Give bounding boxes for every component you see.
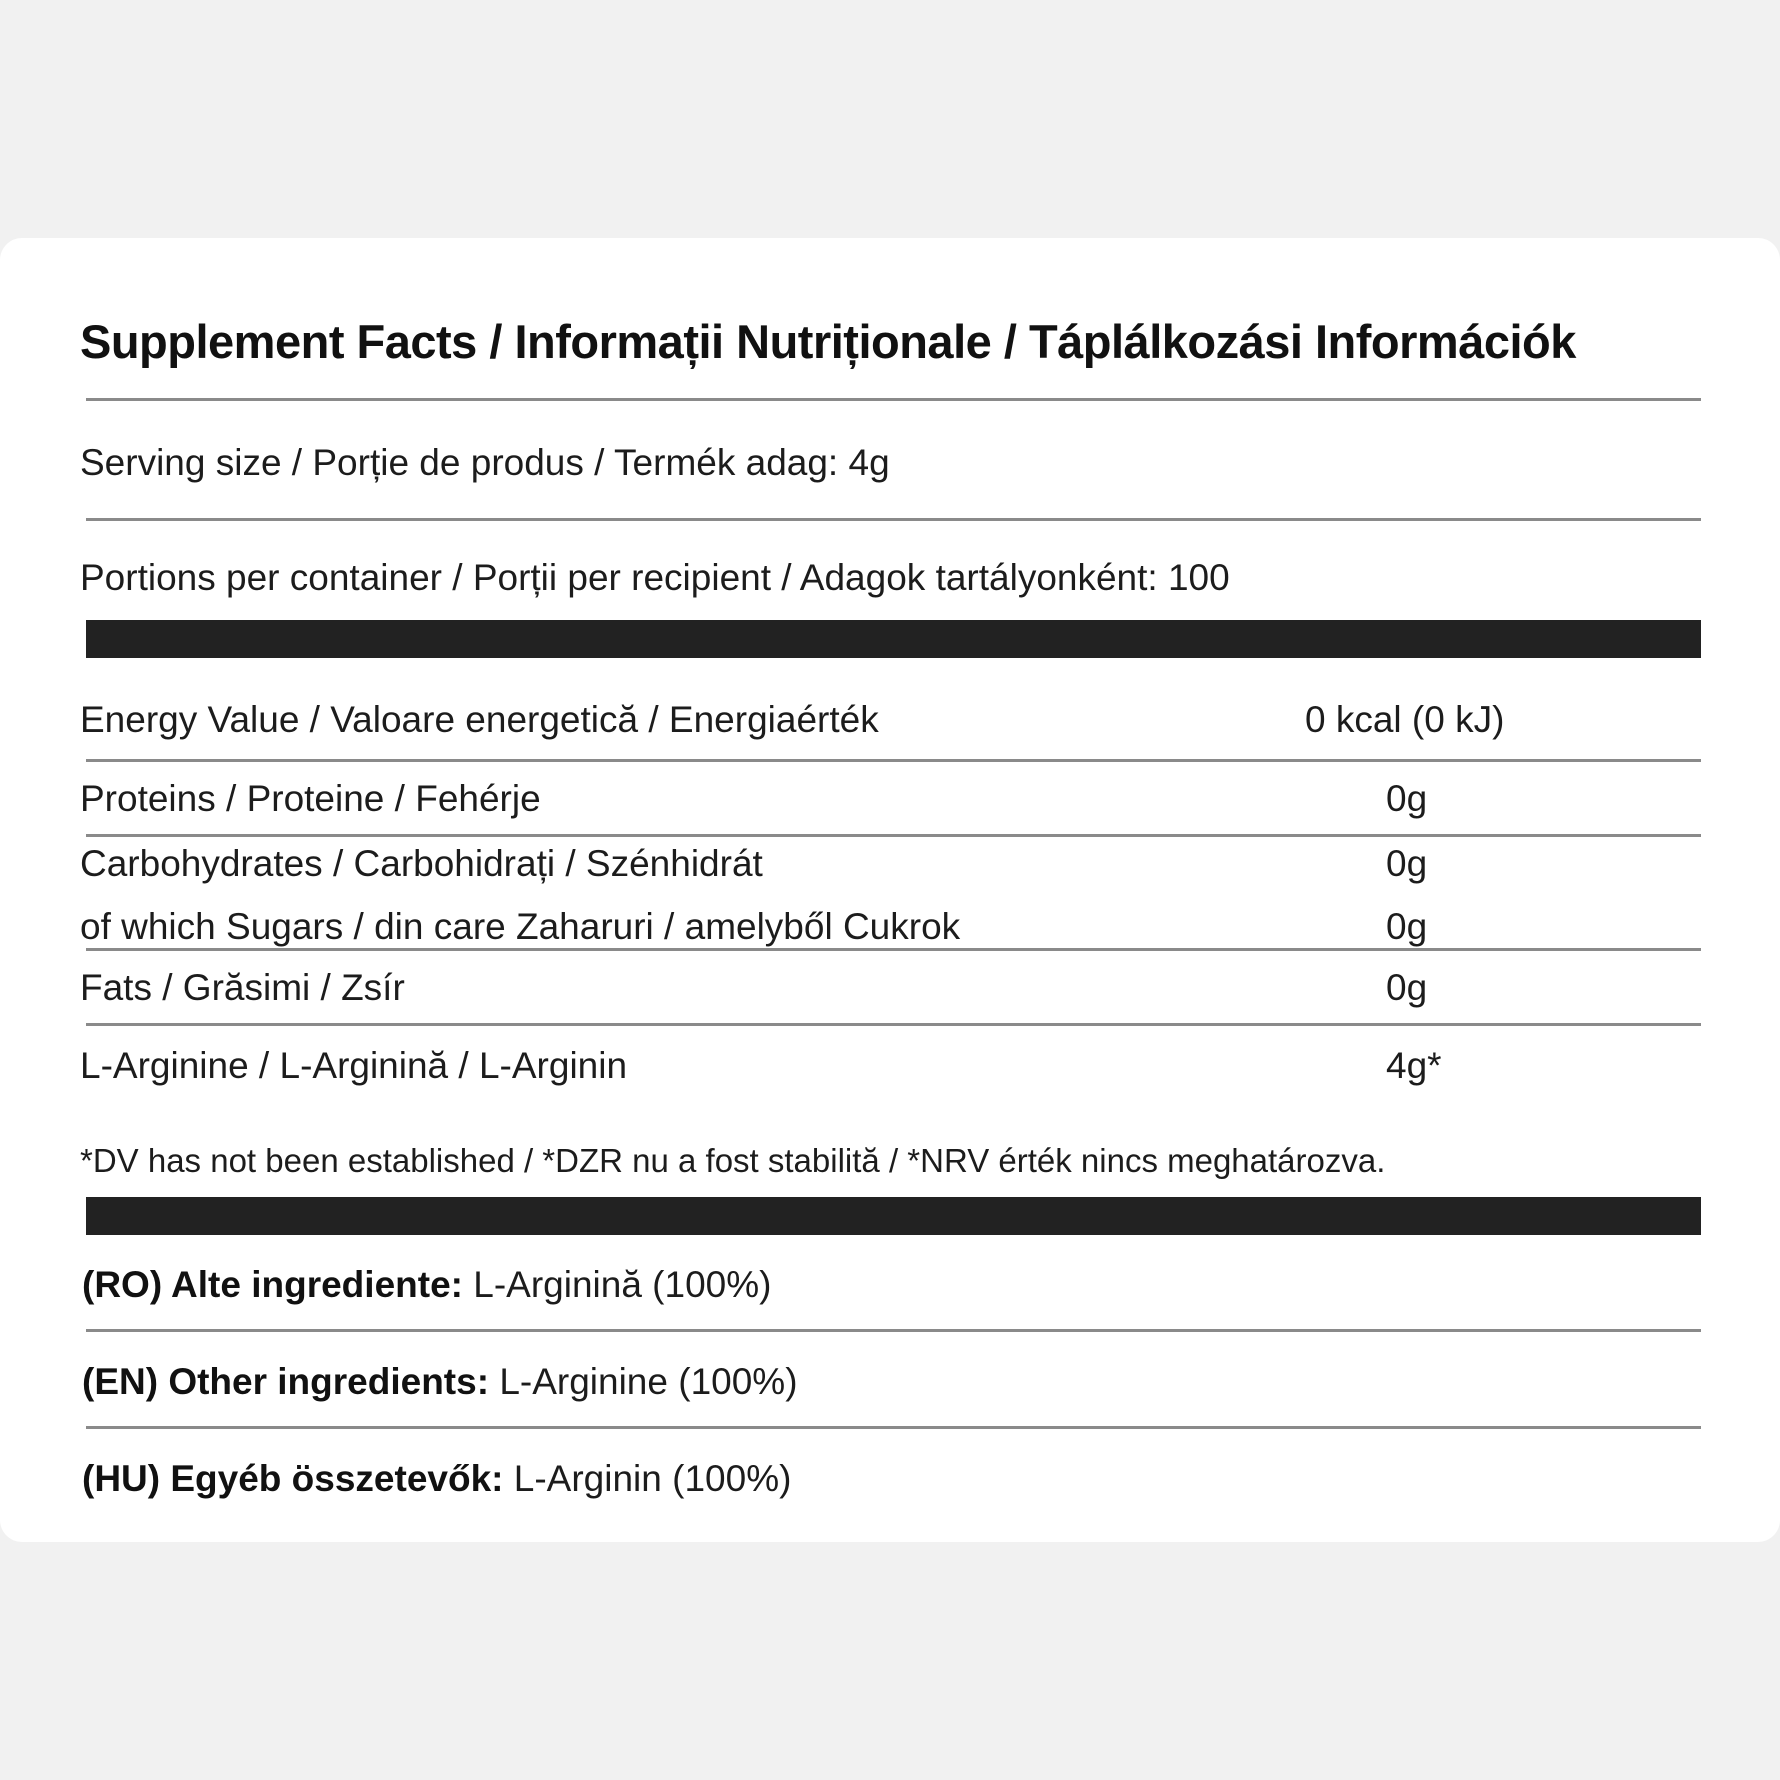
nutrient-value-fats: 0g (1386, 967, 1428, 1008)
nutrient-label-energy: Energy Value / Valoare energetică / Energiaérték (80, 699, 879, 740)
daily-value-footnote: *DV has not been established / *DZR nu a fost stabilită / *NRV érték nincs meghatározva. (80, 1142, 1386, 1179)
nutrient-value-energy: 0 kcal (0 kJ) (1305, 699, 1505, 740)
ingredients-hu-label: (HU) Egyéb összetevők: (82, 1458, 504, 1499)
ingredients-en-text: L-Arginine (100%) (499, 1361, 798, 1402)
nutrient-value-l-arginine: 4g* (1386, 1045, 1442, 1086)
supplement-facts-title: Supplement Facts / Informații Nutriționale / Táplálkozási Információk (80, 315, 1576, 368)
nutrient-label-fats: Fats / Grăsimi / Zsír (80, 967, 405, 1008)
ingredients-hu (82, 1460, 791, 1497)
nutrient-label-l-arginine: L-Arginine / L-Arginină / L-Arginin (80, 1045, 628, 1086)
portions-per-container: Portions per container / Porții per recipient / Adagok tartályonként: 100 (80, 557, 1230, 598)
nutrient-label-sugars: of which Sugars / din care Zaharuri / amelyből Cukrok (80, 906, 961, 947)
ingredients-en (82, 1363, 798, 1400)
nutrient-value-proteins: 0g (1386, 778, 1428, 819)
ingredients-ro (82, 1266, 771, 1303)
thick-divider (86, 1197, 1701, 1235)
divider (86, 518, 1701, 521)
divider (86, 948, 1701, 951)
divider (86, 834, 1701, 837)
nutrient-label-carbohydrates: Carbohydrates / Carbohidrați / Szénhidrát (80, 843, 763, 884)
serving-size: Serving size / Porție de produs / Termék adag: 4g (80, 442, 890, 483)
divider (86, 759, 1701, 762)
ingredients-hu-text: L-Arginin (100%) (513, 1458, 792, 1499)
nutrient-label-proteins: Proteins / Proteine / Fehérje (80, 778, 541, 819)
nutrient-value-sugars: 0g (1386, 906, 1428, 947)
thick-divider (86, 620, 1701, 658)
divider (86, 1329, 1701, 1332)
ingredients-ro-label: (RO) Alte ingrediente: (82, 1264, 463, 1305)
divider (86, 1426, 1701, 1429)
supplement-facts-card (0, 238, 1780, 1542)
nutrient-value-carbohydrates: 0g (1386, 843, 1428, 884)
divider (86, 1023, 1701, 1026)
ingredients-ro-text: L-Arginină (100%) (473, 1264, 772, 1305)
divider (86, 398, 1701, 401)
ingredients-en-label: (EN) Other ingredients: (82, 1361, 490, 1402)
